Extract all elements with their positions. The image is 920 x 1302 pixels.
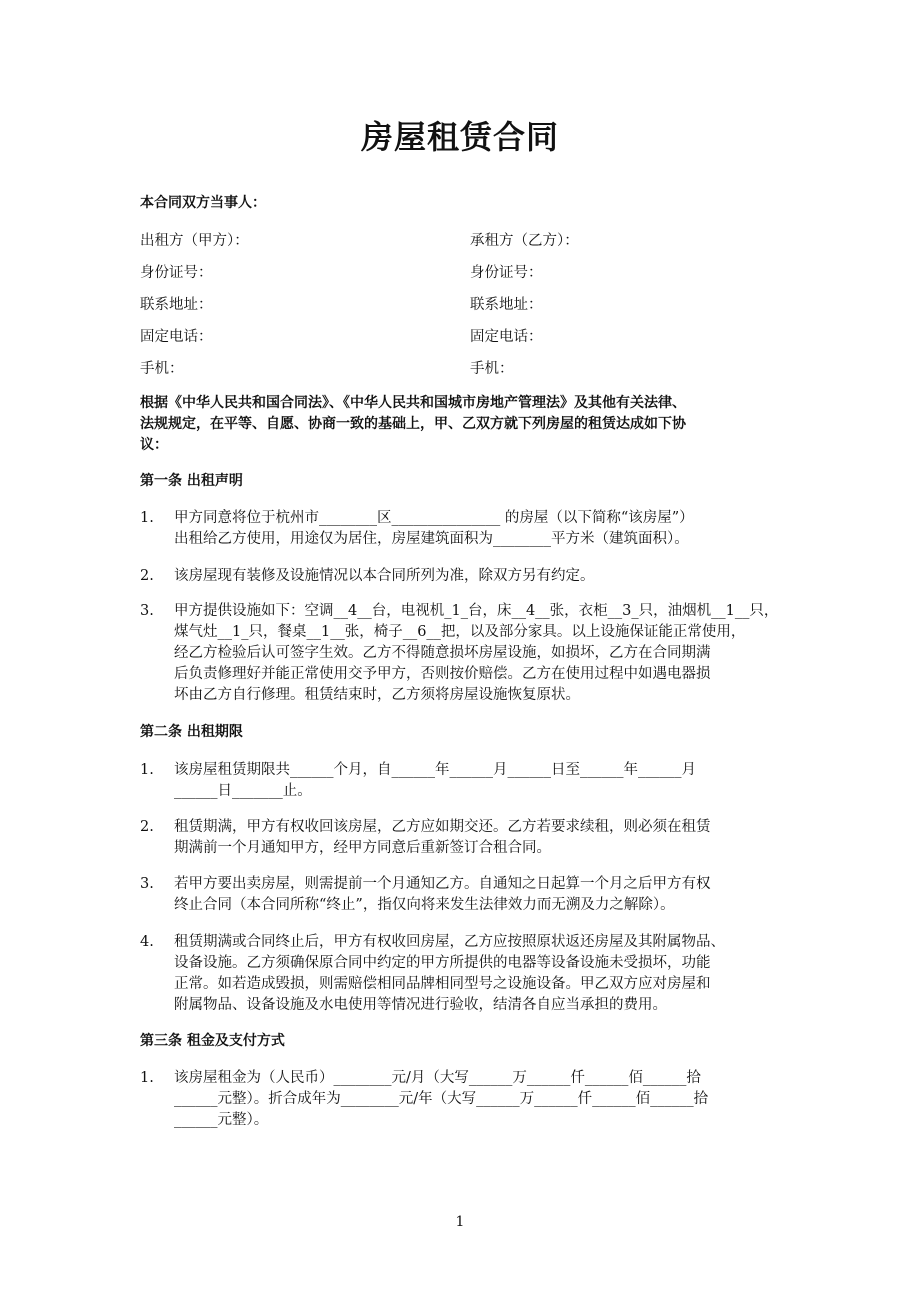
text-line: 终止合同（本合同所称“终止”，指仅向将来发生法律效力而无溯及力之解除）。 (174, 897, 675, 913)
text-line: ______元整）。折合成年为________元/年（大写______万______仟______佰______拾 (174, 1091, 709, 1107)
article2-item3 (174, 874, 804, 916)
article1-item3 (174, 601, 804, 706)
party-b-label: 承租方（乙方）： (470, 233, 579, 249)
party-b-id: 身份证号： (470, 265, 543, 281)
party-b-address: 联系地址： (470, 297, 543, 313)
party-a-mobile: 手机： (140, 361, 184, 377)
text-line: 设备设施。乙方须确保原合同中约定的甲方所提供的电器等设备设施未受损坏，功能 (174, 955, 711, 971)
text-line: 正常。如若造成毁损，则需赔偿相同品牌相同型号之设施设备。甲乙双方应对房屋和 (174, 976, 711, 992)
party-b-mobile: 手机： (470, 361, 514, 377)
preamble-line: 根据《中华人民共和国合同法》、《中华人民共和国城市房地产管理法》及其他有关法律、 (140, 395, 686, 411)
item-number: 2. (140, 819, 154, 835)
text-line: 该房屋租赁期限共______个月，自______年______月______日至______年______月 (174, 762, 696, 778)
item-number: 1. (140, 1070, 154, 1086)
text-line: 附属物品、设备设施及水电使用等情况进行验收，结清各自应当承担的费用。 (174, 997, 667, 1013)
preamble (140, 393, 800, 456)
item-number: 3. (140, 603, 154, 619)
text-line: 坏由乙方自行修理。租赁结束时，乙方须将房屋设施恢复原状。 (174, 687, 580, 703)
item-number: 1. (140, 762, 154, 778)
article3-heading: 第三条 租金及支付方式 (140, 1033, 285, 1049)
text-line: 出租给乙方使用，用途仅为居住，房屋建筑面积为________平方米（建筑面积）。 (174, 531, 689, 547)
text-line: 若甲方要出卖房屋，则需提前一个月通知乙方。自通知之日起算一个月之后甲方有权 (174, 876, 711, 892)
text-line: ______日_______止。 (174, 783, 312, 799)
page-title: 房屋租赁合同 (360, 118, 559, 156)
article1-item2 (174, 566, 804, 587)
article2-heading: 第二条 出租期限 (140, 724, 243, 740)
party-a-address: 联系地址： (140, 297, 213, 313)
item-number: 3. (140, 876, 154, 892)
text-line: ______元整）。 (174, 1112, 269, 1128)
parties-heading: 本合同双方当事人： (140, 195, 266, 211)
article3-item1 (174, 1068, 804, 1131)
party-a-phone: 固定电话： (140, 329, 213, 345)
text-line: 经乙方检验后认可签字生效。乙方不得随意损坏房屋设施，如损坏，乙方在合同期满 (174, 645, 711, 661)
text-line: 甲方提供设施如下：空调__4__台，电视机_1_台，床__4__张，衣柜__3_只，油烟机__1__只， (174, 603, 779, 619)
article1-item1 (174, 508, 804, 550)
text-line: 甲方同意将位于杭州市________区_______________ 的房屋（以下简称“该房屋”） (174, 510, 694, 526)
party-a-id: 身份证号： (140, 265, 213, 281)
item-number: 1. (140, 510, 154, 526)
text-line: 该房屋租金为（人民币）________元/月（大写______万______仟______佰______拾 (174, 1070, 701, 1086)
text-line: 后负责修理好并能正常使用交予甲方，否则按价赔偿。乙方在使用过程中如遇电器损 (174, 666, 711, 682)
party-a-label: 出租方（甲方）： (140, 233, 249, 249)
text-line: 该房屋现有装修及设施情况以本合同所列为准，除双方另有约定。 (174, 568, 595, 584)
party-b-phone: 固定电话： (470, 329, 543, 345)
item-number: 2. (140, 568, 154, 584)
preamble-line: 法规规定，在平等、自愿、协商一致的基础上，甲、乙双方就下列房屋的租赁达成如下协 (140, 416, 686, 432)
item-number: 4. (140, 934, 154, 950)
text-line: 租赁期满或合同终止后，甲方有权收回房屋，乙方应按照原状返还房屋及其附属物品、 (174, 934, 725, 950)
text-line: 煤气灶__1_只，餐桌__1__张，椅子__6__把，以及部分家具。以上设施保证能正常使用， (174, 624, 746, 640)
article2-item4 (174, 932, 804, 1016)
text-line: 期满前一个月通知甲方，经甲方同意后重新签订合租合同。 (174, 840, 551, 856)
page-number: 1 (455, 1214, 465, 1230)
article1-heading: 第一条 出租声明 (140, 473, 243, 489)
preamble-line: 议： (140, 437, 168, 453)
text-line: 租赁期满，甲方有权收回该房屋，乙方应如期交还。乙方若要求续租，则必须在租赁 (174, 819, 711, 835)
article2-item1 (174, 760, 804, 802)
article2-item2 (174, 817, 804, 859)
